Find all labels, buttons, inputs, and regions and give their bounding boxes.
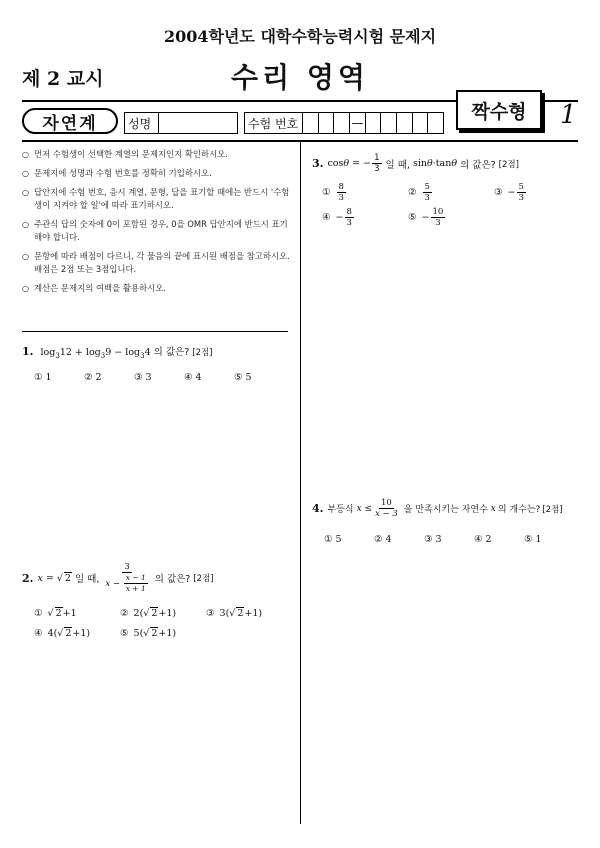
question-text: 의 값은? [460, 159, 496, 171]
answer-option[interactable]: ② $\frac{5}{3}$ [408, 182, 430, 203]
answer-option[interactable]: ⑤ 1 [524, 534, 542, 545]
column-divider [300, 142, 301, 824]
instruction-item: ○ 주관식 답의 숫자에 0이 포함된 경우, 0을 OMR 답안지에 반드시 표기해야 합니다. [22, 218, 292, 244]
answer-option[interactable]: ⑤ 5 [234, 372, 252, 383]
answer-option[interactable]: ④ − $\frac{8}{3}$ [322, 207, 352, 228]
answer-option[interactable]: ③ 3(√ 2 +1) [206, 607, 263, 619]
answer-option[interactable]: ① $\frac{8}{3}$ [322, 182, 344, 203]
question-expression: x = √ 2 [37, 572, 71, 584]
question-fraction: 3 x − $\frac{x - 1}{x + 1}$ [105, 562, 146, 593]
exam-number-cell[interactable] [413, 113, 429, 133]
question-number: 3. [312, 157, 324, 170]
question-2-options [34, 607, 294, 639]
question-number: 1. [22, 345, 34, 358]
question-4-options [324, 534, 574, 545]
answer-option[interactable]: ④ 4(√ 2 +1) [34, 627, 91, 639]
exam-period: 제 2 교시 [22, 68, 104, 90]
question-number: 4. [312, 502, 324, 515]
question-fraction: $\frac{10}{x - 3}$ [375, 498, 398, 519]
question-3-options [322, 182, 582, 228]
question-points: [2점] [498, 159, 519, 170]
question-variable: x [490, 503, 496, 514]
exam-number-label: 수험 번호 [244, 112, 302, 134]
question-points: [2점] [542, 504, 563, 515]
instruction-item: ○ 계산은 문제지의 여백을 활용하시오. [22, 282, 292, 295]
answer-option[interactable]: ② 4 [374, 534, 392, 545]
answer-option[interactable]: ③ 3 [134, 372, 152, 383]
question-expression: sinθ·tanθ [412, 158, 458, 169]
answer-option[interactable]: ④ 2 [474, 534, 492, 545]
answer-option[interactable]: ② 2 [84, 372, 102, 383]
question-1-options [34, 372, 284, 383]
instruction-item: ○ 답안지에 수험 번호, 응시 계열, 문형, 답을 표기할 때에는 반드시 '수험생이 지켜야 할 일'에 따라 표기하시오. [22, 186, 292, 212]
answer-option[interactable]: ③ − $\frac{5}{3}$ [494, 182, 524, 203]
instruction-item: ○ 문항에 따라 배점이 다르니, 각 물음의 끝에 표시된 배점을 참고하시오. 배점은 2점 또는 3점입니다. [22, 250, 292, 276]
exam-title: 2004학년도 대학수학능력시험 문제지 [163, 27, 437, 46]
exam-number-cell[interactable] [428, 113, 443, 133]
instructions [22, 148, 292, 301]
track-badge: 자연계 [22, 108, 118, 134]
question-points: [2점] [192, 348, 213, 358]
question-text: 일 때, [385, 159, 410, 171]
question-text: 의 값은? [153, 347, 190, 358]
name-field[interactable] [158, 112, 238, 134]
question-text: 부등식 [327, 505, 354, 515]
exam-number-cell[interactable] [381, 113, 397, 133]
exam-number-cell[interactable] [319, 113, 335, 133]
answer-option[interactable]: ① √ 2 +1 [34, 607, 77, 619]
instruction-item: ○ 문제지에 성명과 수험 번호를 정확히 기입하시오. [22, 167, 292, 180]
answer-option[interactable]: ① 5 [324, 534, 342, 545]
question-expression: x ≤ [356, 503, 373, 514]
instructions-rule [22, 331, 288, 332]
exam-number-cell[interactable] [366, 113, 382, 133]
question-fraction: $\frac{1}{3}$ [374, 153, 380, 174]
answer-option[interactable]: ⑤ − $\frac{10}{3}$ [408, 207, 444, 228]
question-4 [312, 498, 594, 519]
page-number: 1 [560, 100, 577, 130]
question-1 [22, 344, 292, 360]
answer-option[interactable]: ① 1 [34, 372, 52, 383]
answer-option[interactable]: ③ 3 [424, 534, 442, 545]
instruction-item: ○ 먼저 수험생이 선택한 계열의 문제지인지 확인하시오. [22, 148, 292, 161]
answer-option[interactable]: ② 2(√ 2 +1) [120, 607, 177, 619]
form-type-badge: 짝수형 [456, 90, 542, 130]
question-text: 의 개수는? [497, 505, 541, 515]
question-2 [22, 562, 292, 594]
answer-option[interactable]: ⑤ 5(√ 2 +1) [120, 627, 177, 639]
question-text: 의 값은? [154, 574, 191, 585]
exam-number-cell[interactable] [397, 113, 413, 133]
question-number: 2. [22, 571, 34, 585]
question-text: 을 만족시키는 자연수 [403, 505, 488, 515]
question-points: [2점] [193, 574, 214, 584]
exam-number-cell[interactable] [334, 113, 350, 133]
answer-option[interactable]: ④ 4 [184, 372, 202, 383]
name-label: 성명 [124, 112, 158, 134]
exam-number-dash: — [350, 113, 366, 133]
exam-number-field[interactable] [302, 112, 444, 134]
subject-title: 수리 영역 [231, 61, 369, 94]
question-3 [312, 153, 582, 174]
question-expression: $\log_312 + \log_39 - \log_34$ [40, 347, 151, 360]
question-text: 일 때, [74, 574, 100, 585]
exam-number-cell[interactable] [303, 113, 319, 133]
question-expression: cosθ = − [327, 158, 372, 169]
